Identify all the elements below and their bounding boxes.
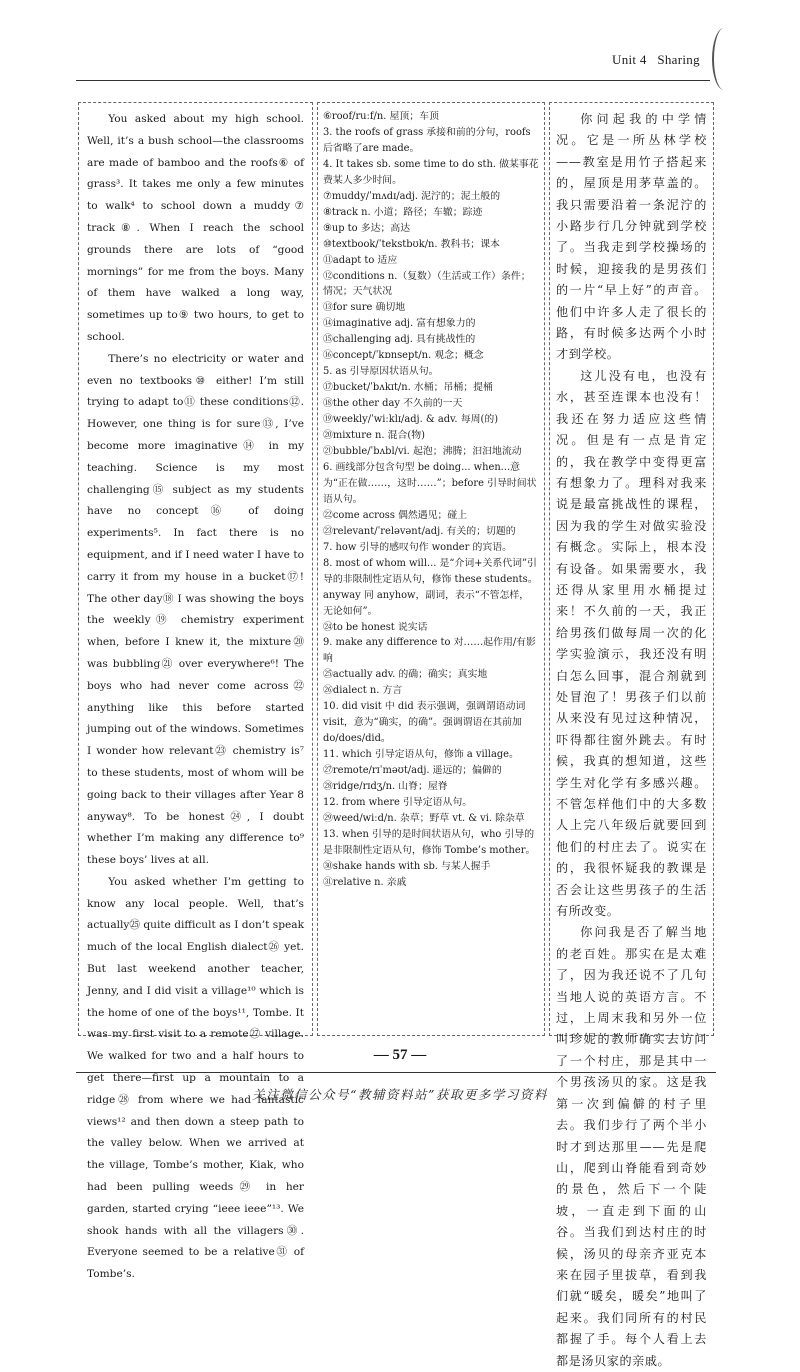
note-item: ⑭imaginative adj. 富有想象力的 bbox=[323, 318, 476, 330]
chinese-paragraph: 你问起我的中学情况。它是一所丛林学校——教室是用竹子搭起来的，屋顶是用茅草盖的。我只需要沿着一条泥泞的小路步行几分钟就到学校了。当我走到学校操场的时候，迎接我的是男孩们的一片“早上好”的声音。他们中许多人走了很长的路，有时候多达两个小时才到学校。 bbox=[556, 112, 707, 362]
note-item: 9. make any difference to 对……起作用/有影响 bbox=[323, 637, 536, 665]
note-item: ㉑bubble/ˈbʌbl/vi. 起泡；沸腾；汩汩地流动 bbox=[323, 446, 522, 458]
page-number: — 57 — bbox=[373, 1047, 427, 1063]
note-item: ㉛relative n. 亲戚 bbox=[323, 876, 407, 888]
note-item: 13. when 引导的是时间状语从句，who 引导的是非限制性定语从句，修饰 Tombe’s mother。 bbox=[323, 828, 536, 856]
note-item: ⑫conditions n.（复数）（生活或工作）条件；情况；天气状况 bbox=[323, 270, 531, 298]
unit-label: Unit 4 bbox=[612, 52, 647, 67]
note-item: ㉚shake hands with sb. 与某人握手 bbox=[323, 860, 491, 872]
header-bracket-decoration bbox=[712, 28, 736, 90]
note-item: ⑲weekly/ˈwiːklɪ/adj. & adv. 每周(的) bbox=[323, 414, 499, 426]
note-item: anyway 同 anyhow，副词，表示“不管怎样，无论如何”。 bbox=[323, 589, 530, 617]
footer-rule bbox=[76, 1072, 716, 1073]
note-item: ⑯concept/ˈkɒnsept/n. 观念；概念 bbox=[323, 350, 484, 362]
english-paragraph: There’s no electricity or water and even no textbooks⑩ either! I’m still trying to adapt to⑪ these conditions⑫. However, one thing is for sure⑬, I’ve become more imaginative⑭ in my teaching. Science is my most challenging⑮ subject as my students have no concept⑯ of doing experiments⁵. In fact there is no equipment, and if I need water I have to carry it from my house in a bucket⑰! The other day⑱ I was showing the boys the weekly⑲ chemistry experiment when, before I knew it, the mixture⑳ was bubbling㉑ over everywhere⁶! The boys who had never come across㉒ anything like this before started jumping out of the windows. Sometimes I wonder how relevant㉓ chemistry is⁷ to these students, most of whom will be going back to their villages after Year 8 anyway⁸. To be honest㉔, I doubt whether I’m making any difference to⁹ these boys’ lives at all. bbox=[87, 352, 304, 867]
vocabulary-notes-column bbox=[317, 102, 545, 1036]
note-item: ㉕actually adv. 的确；确实；真实地 bbox=[323, 669, 488, 681]
note-item: ㉙weed/wiːd/n. 杂草；野草 vt. & vi. 除杂草 bbox=[323, 812, 525, 824]
header-rule bbox=[76, 80, 710, 81]
note-item: ㉒come across 偶然遇见；碰上 bbox=[323, 509, 468, 521]
note-item: ⑱the other day 不久前的一天 bbox=[323, 398, 463, 410]
note-item: ㉘ridge/rɪdʒ/n. 山脊；屋脊 bbox=[323, 781, 448, 793]
english-text-column bbox=[78, 102, 313, 1281]
note-item: 10. did visit 中 did 表示强调，强调谓语动词 visit，意为“确实，的确”。强调谓语在其前加 do/does/did。 bbox=[323, 701, 526, 745]
note-item: ⑬for sure 确切地 bbox=[323, 302, 406, 314]
note-item: 7. how 引导的感叹句作 wonder 的宾语。 bbox=[323, 541, 513, 553]
footer-promo-text: 关注微信公众号“教辅资料站”获取更多学习资料 bbox=[252, 1087, 548, 1102]
note-item: ⑨up to 多达；高达 bbox=[323, 222, 411, 234]
note-item: ⑳mixture n. 混合(物) bbox=[323, 430, 425, 442]
note-item: ㉖dialect n. 方言 bbox=[323, 685, 403, 697]
running-header bbox=[612, 52, 700, 68]
note-item: ⑰bucket/ˈbʌkɪt/n. 水桶；吊桶；提桶 bbox=[323, 382, 493, 394]
unit-title: Sharing bbox=[657, 52, 700, 67]
note-item: 6. 画线部分包含句型 be doing... when...意为“正在做……，这时……”；before 引导时间状语从句。 bbox=[323, 461, 537, 505]
note-item: 12. from where 引导定语从句。 bbox=[323, 796, 473, 808]
note-item: 4. It takes sb. some time to do sth. 做某事花费某人多少时间。 bbox=[323, 158, 539, 186]
note-item: ⑧track n. 小道；路径；车辙；踪迹 bbox=[323, 206, 483, 218]
note-item: ⑪adapt to 适应 bbox=[323, 254, 398, 266]
chinese-paragraph: 你问我是否了解当地的老百姓。那实在是太难了，因为我还说不了几句当地人说的英语方言。不过，上周末我和另外一位叫珍妮的教师确实去访问了一个村庄，那是其中一个男孩汤贝的家。这是我第一次到偏僻的村子里去。我们步行了两个半小时才到达那里——先是爬山，爬到山脊能看到奇妙的景色，然后下一个陡坡，一直走到下面的山谷。当我们到达村庄的时候，汤贝的母亲齐亚克本来在园子里拔草，看到我们就“暖矣，暖矣”地叫了起来。我们同所有的村民都握了手。每个人看上去都是汤贝家的亲戚。 bbox=[556, 925, 707, 1368]
note-item: 8. most of whom will... 是“介词+关系代词”引导的非限制性定语从句，修饰 these students。 bbox=[323, 557, 538, 585]
note-item: 11. which 引导定语从句，修饰 a village。 bbox=[323, 749, 519, 761]
note-item: ㉓relevant/ˈreləvənt/adj. 有关的；切题的 bbox=[323, 525, 516, 537]
note-item: ⑥roof/ruːf/n. 屋顶；车顶 bbox=[323, 111, 439, 122]
note-item: ⑩textbook/ˈtekstbʊk/n. 教科书；课本 bbox=[323, 238, 500, 250]
chinese-translation-column bbox=[549, 102, 714, 1368]
note-item: ㉔to be honest 说实话 bbox=[323, 621, 428, 633]
english-paragraph: You asked whether I’m getting to know any local people. Well, that’s actually㉕ quite difficult as I don’t speak much of the local English dialect㉖ yet. But last weekend another teacher, Jenny, and I did visit a village¹⁰ which is the home of one of the boys¹¹, Tombe. It was my first visit to a remote㉗ village. We walked for two and a half hours to get there—first up a mountain to a ridge㉘ from where we had fantastic views¹² and then down a steep path to the valley below. When we arrived at the village, Tombe’s mother, Kiak, who had been pulling weeds㉙ in her garden, started crying “ieee ieee”¹³. We shook hands with all the villagers㉚. Everyone seemed to be a relative㉛ of Tombe’s. bbox=[87, 875, 304, 1281]
note-item: ㉗remote/rɪˈməʊt/adj. 遥远的；偏僻的 bbox=[323, 765, 502, 777]
english-paragraph: You asked about my high school. Well, it’s a bush school—the classrooms are made of bamboo and the roofs⑥ of grass³. It takes me only a few minutes to walk⁴ to school down a muddy⑦ track⑧. When I reach the school grounds there are lots of “good mornings” for me from the boys. Many of them have walked a long way, sometimes up to⑨ two hours, to get to school. bbox=[87, 113, 304, 343]
note-item: ⑮challenging adj. 具有挑战性的 bbox=[323, 334, 476, 346]
note-item: ⑦muddy/ˈmʌdɪ/adj. 泥泞的；泥土般的 bbox=[323, 190, 501, 202]
note-item: 3. the roofs of grass 承接和前的分句，roofs后省略了are made。 bbox=[323, 126, 531, 154]
note-item: 5. as 引导原因状语从句。 bbox=[323, 366, 439, 378]
chinese-paragraph: 这儿没有电，也没有水，甚至连课本也没有！我还在努力适应这些情况。但是有一点是肯定的，我在教学中变得更富有想象力了。理科对我来说是最富挑战性的课程，因为我的学生对做实验没有概念。实际上，根本没有设备。如果需要水，我还得从家里用水桶提过来！不久前的一天，我正给男孩们做每周一次的化学实验演示，我还没有明白怎么回事，混合剂就到处冒泡了！男孩子们以前从来没有见过这种情况，吓得都往窗外跳去。有时候，我真的想知道，这些学生对化学有多感兴趣。不管怎样他们中的大多数人上完八年级后就要回到他们的村庄去了。说实在的，我很怀疑我的教课是否会让这些男孩子的生活有所改变。 bbox=[556, 368, 707, 919]
